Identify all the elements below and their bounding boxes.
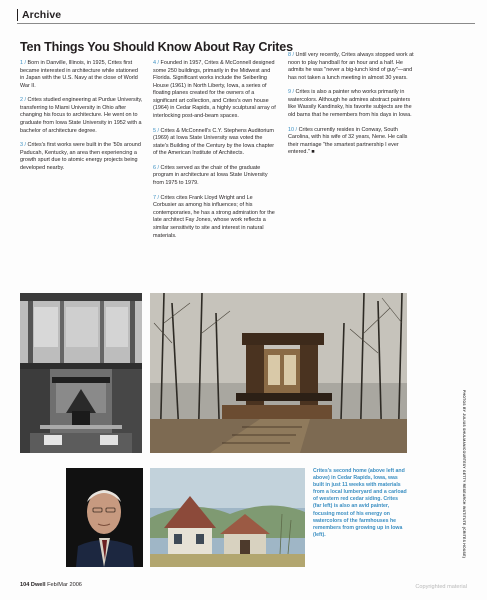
item-number: 9 / (288, 89, 295, 96)
item-text: Crites currently resides in Conway, South Carolina, with his wife of 32 years, Nene. He calls their marriage "the smartest partnership I ever entered." ■ (288, 126, 408, 156)
list-item (20, 142, 143, 172)
archival-interior-photo (20, 293, 142, 453)
page-number: 104 (20, 582, 30, 588)
house-exterior-photo (150, 293, 407, 453)
text-column-3 (288, 52, 414, 164)
list-item (288, 52, 414, 82)
list-item (153, 165, 276, 188)
list-item (153, 128, 276, 158)
item-text: Born in Danville, Illinois, in 1925, Crites first became interested in architecture while stationed in Japan with the U.S. Navy at the close of World War II. (20, 60, 138, 89)
item-text: Crites served as the chair of the graduate program in architecture at Iowa State University from 1975 to 1979. (153, 164, 268, 187)
list-item (288, 89, 414, 119)
copyright-watermark: Copyrighted material (415, 584, 467, 590)
item-text: Crites is also a painter who works primarily in watercolors. Although he admires abstract painters like Wassily Kandinsky, his favorite subjects are the old barns that he remembers from his days in Iowa. (288, 89, 412, 119)
item-number: 5 / (153, 127, 160, 134)
article-headline: Ten Things You Should Know About Ray Crites (20, 40, 293, 54)
item-text: Crites's first works were built in the '50s around Paducah, Kentucky, an area then experiencing a growth spurt due to atomic energy projects being developed nearby. (20, 142, 141, 171)
item-text: Until very recently, Crites always stopped work at noon to play handball for an hour and a half. He admits he was "never a big-lunch kind of guy"—and has not taken a lunch meeting in almost 30 years. (288, 52, 414, 81)
list-item (20, 60, 143, 90)
photo-caption: Crites's second home (above left and above) in Cedar Rapids, Iowa, was built in just 11 weeks with materials from a local lumberyard and a carload of western red cedar siding. Crites (far left) is also an avid painter, focusing most of his energy on watercolors of the farmhouses he remembers from growing up in Iowa (left). (313, 468, 407, 538)
list-item (288, 127, 414, 157)
list-item (153, 60, 276, 120)
issue-date: Feb/Mar 2006 (47, 582, 82, 588)
item-number: 4 / (153, 60, 160, 66)
magazine-name: Dwell (30, 582, 46, 588)
item-number: 1 / (20, 60, 27, 66)
list-item (20, 97, 143, 135)
ray-crites-portrait-photo (66, 468, 143, 567)
item-text: Crites & McConnell's C.Y. Stephens Auditorium (1969) at Iowa State University was voted the state's Building of the Century by the Iowa chapter of the American Institute of Architects. (153, 127, 275, 157)
item-number: 7 / (153, 194, 160, 201)
item-text: Crites studied engineering at Purdue University, transferring to Miami University in Ohio after changing his focus to architecture. He went on to graduate from Iowa State University in 1952 with a bachelor of architecture degree. (20, 97, 143, 134)
item-number: 3 / (20, 142, 27, 149)
item-number: 2 / (20, 97, 27, 104)
item-text: Crites cites Frank Lloyd Wright and Le Corbusier as among his influences; of his contemporaries, he has a strong admiration for the late architect Fay Jones, whose work reflects a similar sensitivity to site and interest in natural materials. (153, 194, 275, 239)
list-item (153, 195, 276, 240)
photo-credit: PHOTOS BY JULIUS SHULMAN/COURTESY GETTY RESEARCH INSTITUTE (CRITES HOUSE) (462, 390, 466, 558)
farmhouse-watercolor-painting (150, 468, 305, 567)
header-rule (17, 23, 475, 24)
page-folio (20, 582, 82, 588)
item-number: 6 / (153, 164, 160, 171)
item-number: 10 / (288, 126, 298, 133)
text-column-2 (153, 60, 276, 247)
section-label: Archive (17, 9, 61, 21)
item-number: 8 / (288, 52, 295, 58)
text-column-1 (20, 60, 143, 180)
item-text: Founded in 1957, Crites & McConnell designed some 250 buildings, primarily in the Midwest and Florida. Significant works include the Seiberling House (1961) in North Liberty, Iowa, a series of floating planes created for the owners of a significant art collection, and Crites's own house (1964) in Cedar Rapids, a highly sculptural array of interlocking post-and-beam spaces. (153, 60, 276, 119)
